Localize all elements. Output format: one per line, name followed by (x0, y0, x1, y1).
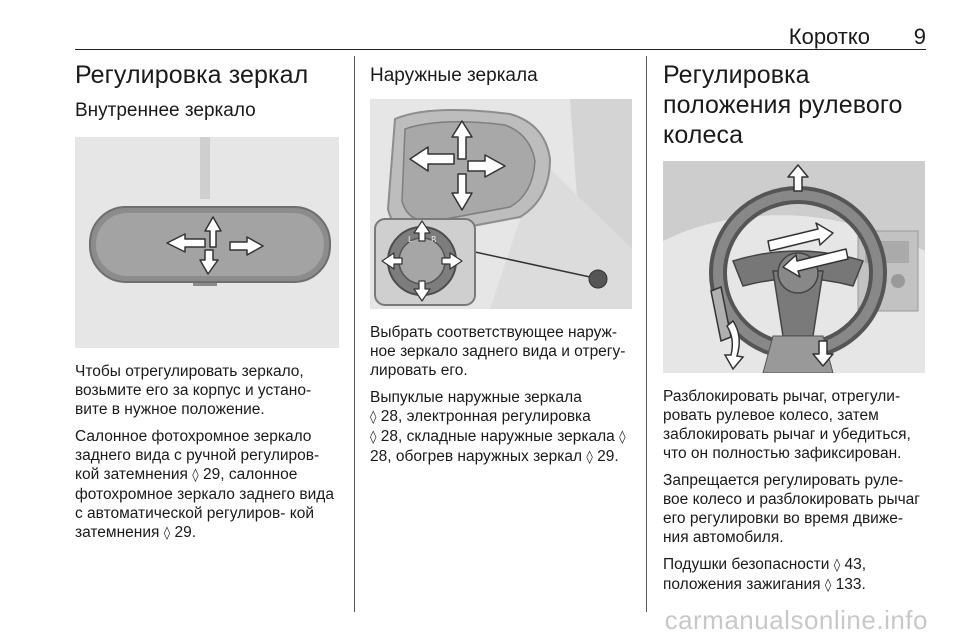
column-mirror-adjust (75, 60, 345, 543)
interior-mirror-text-1: Чтобы отрегулировать зеркало, возьмите его за корпус и устано- вите в нужное положение. (75, 363, 312, 418)
page-ref-icon: ◊ (586, 450, 593, 465)
column-divider-1 (354, 56, 355, 612)
reach-arrow-icon (768, 223, 833, 251)
svg-text:R: R (431, 235, 437, 244)
exterior-mirror-figure (370, 99, 632, 309)
page-ref-icon: ◊ (833, 558, 841, 573)
column-steering-wheel (663, 60, 928, 595)
steering-text-2: Запрещается регулировать руле- вое колесо и разблокировать рычаг его регулировки во время движе- ния автомобиля. (663, 472, 920, 546)
page-ref-icon: ◊ (370, 410, 377, 425)
heading-steering-wheel: Регулировка положения рулевого колеса (663, 61, 903, 149)
page-number: 9 (913, 24, 926, 49)
steering-text-3: Подушки безопасности ◊ 43, положения зажигания ◊ 133. (663, 556, 867, 593)
page-header (75, 22, 926, 50)
column-divider-2 (646, 56, 647, 612)
watermark: carmanualsonline.info (664, 605, 928, 635)
subheading-exterior-mirrors: Наружные зеркала (370, 65, 538, 86)
exterior-mirror-text-2: Выпуклые наружные зеркала ◊ 28, электронная регулировка ◊ 28, складные наружные зеркала ◊ 28, обогрев наружных зеркал ◊ 29. (370, 389, 626, 465)
interior-mirror-text-2: Салонное фотохромное зеркало заднего вида с ручной регулиров- кой затемнения ◊ 29, салонное фотохромное зеркало заднего вида с автоматической регулиров- кой затемнения ◊ 29. (75, 428, 334, 541)
page-ref-icon: ◊ (824, 578, 832, 593)
steering-wheel-figure (663, 161, 925, 373)
interior-mirror-figure (75, 137, 339, 348)
steering-text-1: Разблокировать рычаг, отрегули- ровать рулевое колесо, затем заблокировать рычаг и убедиться, что он полностью зафиксирован. (663, 388, 911, 462)
heading-mirror-adjust: Регулировка зеркал (75, 61, 309, 89)
svg-text:L: L (408, 235, 413, 244)
column-exterior-mirrors (370, 60, 632, 467)
page-ref-icon: ◊ (163, 526, 171, 541)
subheading-interior-mirror: Внутреннее зеркало (75, 100, 256, 121)
page-ref-icon: ◊ (192, 468, 199, 483)
page-ref-icon: ◊ (370, 430, 377, 445)
exterior-mirror-text-1: Выбрать соответствующее наруж- ное зеркало заднего вида и отрегу- лировать его. (370, 324, 626, 379)
page-ref-icon: ◊ (619, 430, 626, 445)
section-title: Коротко (788, 24, 870, 49)
